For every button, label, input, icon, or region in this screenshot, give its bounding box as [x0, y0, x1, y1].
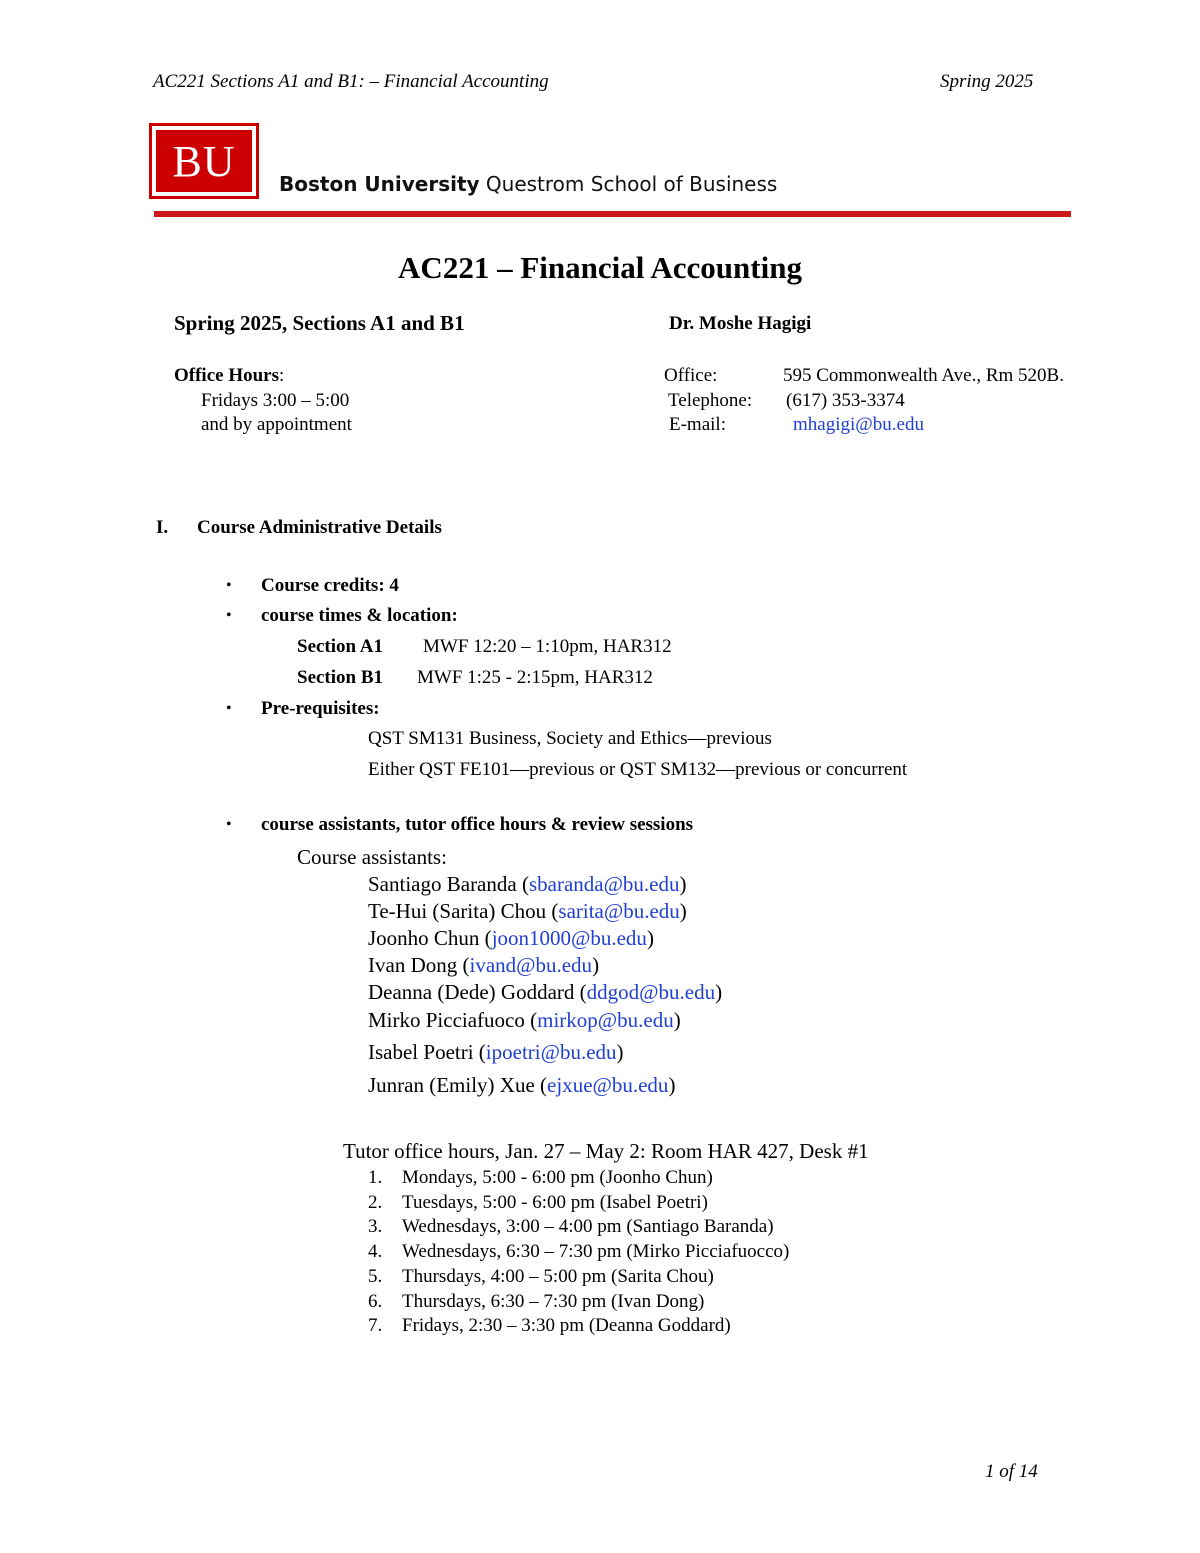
- email-label: E-mail:: [669, 414, 726, 435]
- assistant-close-paren: ): [679, 899, 687, 923]
- assistant-close-paren: ): [679, 872, 687, 896]
- assistant-row: [368, 980, 722, 1005]
- telephone-label: Telephone:: [668, 390, 753, 411]
- office-hours-line2: and by appointment: [201, 414, 352, 435]
- assistant-email-link[interactable]: ivand@bu.edu: [469, 953, 593, 977]
- office-hours-label-text: Office Hours: [174, 365, 280, 386]
- assistant-name: Santiago Baranda (: [368, 872, 529, 896]
- school-name-bold: Boston University: [279, 172, 480, 196]
- section-a1-value: MWF 12:20 – 1:10pm, HAR312: [423, 636, 672, 657]
- instructor-name: Dr. Moshe Hagigi: [669, 313, 812, 334]
- tutor-hours-text: Thursdays, 4:00 – 5:00 pm (Sarita Chou): [402, 1265, 714, 1287]
- bu-logo-text: BU: [156, 130, 252, 192]
- assistant-row: [368, 1073, 675, 1098]
- office-hours-colon: :: [279, 365, 285, 386]
- assistant-close-paren: ): [673, 1008, 681, 1032]
- page-number: 1 of 14: [985, 1461, 1038, 1482]
- assistant-email-link[interactable]: ejxue@bu.edu: [547, 1073, 669, 1097]
- bullet-credits: •: [226, 577, 232, 594]
- tutor-hours-item: [368, 1315, 731, 1337]
- course-times-label: course times & location:: [261, 605, 458, 626]
- prereq-2: Either QST FE101—previous or QST SM132—previous or concurrent: [368, 759, 908, 780]
- tutor-hours-text: Tuesdays, 5:00 - 6:00 pm (Isabel Poetri): [402, 1191, 708, 1213]
- header-term: Spring 2025: [940, 71, 1034, 92]
- assistant-email-link[interactable]: ipoetri@bu.edu: [485, 1040, 617, 1064]
- header-course: AC221 Sections A1 and B1: – Financial Accounting: [153, 71, 549, 92]
- office-hours-label: [174, 365, 284, 387]
- prereq-label: Pre-requisites:: [261, 698, 380, 719]
- section-heading: Course Administrative Details: [197, 517, 442, 538]
- tutor-hours-text: Thursdays, 6:30 – 7:30 pm (Ivan Dong): [402, 1290, 705, 1312]
- assistant-name: Joonho Chun (: [368, 926, 492, 950]
- assistant-close-paren: ): [592, 953, 600, 977]
- prereq-1: QST SM131 Business, Society and Ethics—previous: [368, 728, 772, 749]
- tutor-hours-item: [368, 1216, 774, 1238]
- school-name-rest: Questrom School of Business: [479, 172, 778, 196]
- assistant-close-paren: ): [668, 1073, 676, 1097]
- bu-logo: [149, 123, 259, 199]
- tutor-hours-number: 4.: [368, 1241, 383, 1263]
- assistant-email-link[interactable]: sarita@bu.edu: [558, 899, 680, 923]
- assistant-row: [368, 899, 687, 924]
- assistant-close-paren: ): [616, 1040, 624, 1064]
- page-title: AC221 – Financial Accounting: [398, 250, 802, 285]
- school-name: [279, 172, 777, 196]
- assistant-name: Deanna (Dede) Goddard (: [368, 980, 587, 1004]
- tutor-hours-text: Fridays, 2:30 – 3:30 pm (Deanna Goddard): [402, 1315, 731, 1337]
- tutor-hours-item: [368, 1291, 704, 1313]
- tutor-hours-number: 5.: [368, 1265, 383, 1287]
- tutor-hours-item: [368, 1241, 789, 1263]
- tutor-hours-item: [368, 1266, 714, 1288]
- bullet-assistants: •: [226, 816, 232, 833]
- assistant-row: [368, 872, 687, 897]
- assistant-email-link[interactable]: ddgod@bu.edu: [586, 980, 716, 1004]
- bullet-prereq: •: [226, 700, 232, 717]
- section-b1-label: Section B1: [297, 667, 384, 688]
- assistant-name: Te-Hui (Sarita) Chou (: [368, 899, 559, 923]
- tutor-hours-number: 3.: [368, 1216, 383, 1238]
- section-numeral: I.: [156, 517, 169, 538]
- assistant-name: Junran (Emily) Xue (: [368, 1073, 548, 1097]
- tutor-hours-heading: Tutor office hours, Jan. 27 – May 2: Room HAR 427, Desk #1: [343, 1139, 869, 1163]
- tutor-hours-item: [368, 1192, 708, 1214]
- tutor-hours-item: [368, 1167, 713, 1189]
- tutor-hours-number: 6.: [368, 1290, 383, 1312]
- assistant-name: Ivan Dong (: [368, 953, 470, 977]
- assistants-heading: course assistants, tutor office hours & review sessions: [261, 814, 694, 835]
- assistant-email-link[interactable]: sbaranda@bu.edu: [528, 872, 680, 896]
- assistant-close-paren: ): [646, 926, 654, 950]
- telephone-value: (617) 353-3374: [786, 390, 905, 411]
- section-a1-label: Section A1: [297, 636, 384, 657]
- course-credits: Course credits: 4: [261, 575, 399, 596]
- bullet-times: •: [226, 607, 232, 624]
- assistant-close-paren: ): [715, 980, 723, 1004]
- tutor-hours-number: 7.: [368, 1315, 383, 1337]
- assistants-label: Course assistants:: [297, 845, 447, 869]
- header-divider: [154, 211, 1071, 217]
- assistant-name: Isabel Poetri (: [368, 1040, 486, 1064]
- term-line: Spring 2025, Sections A1 and B1: [174, 311, 465, 335]
- assistant-email-link[interactable]: mirkop@bu.edu: [537, 1008, 674, 1032]
- tutor-hours-text: Wednesdays, 6:30 – 7:30 pm (Mirko Picciafuocco): [402, 1241, 790, 1263]
- assistant-row: [368, 926, 654, 951]
- assistant-email-link[interactable]: joon1000@bu.edu: [491, 926, 647, 950]
- tutor-hours-number: 2.: [368, 1191, 383, 1213]
- tutor-hours-text: Wednesdays, 3:00 – 4:00 pm (Santiago Baranda): [402, 1216, 774, 1238]
- tutor-hours-text: Mondays, 5:00 - 6:00 pm (Joonho Chun): [402, 1167, 713, 1188]
- assistant-row: [368, 1040, 624, 1065]
- office-hours-line1: Fridays 3:00 – 5:00: [201, 390, 350, 411]
- tutor-hours-number: 1.: [368, 1167, 383, 1188]
- office-value: 595 Commonwealth Ave., Rm 520B.: [783, 365, 1064, 386]
- instructor-email-link[interactable]: mhagigi@bu.edu: [793, 414, 924, 435]
- section-b1-value: MWF 1:25 - 2:15pm, HAR312: [417, 667, 653, 688]
- assistant-name: Mirko Picciafuoco (: [368, 1008, 538, 1032]
- assistant-row: [368, 1008, 681, 1033]
- office-label: Office:: [664, 365, 718, 386]
- assistant-row: [368, 953, 599, 978]
